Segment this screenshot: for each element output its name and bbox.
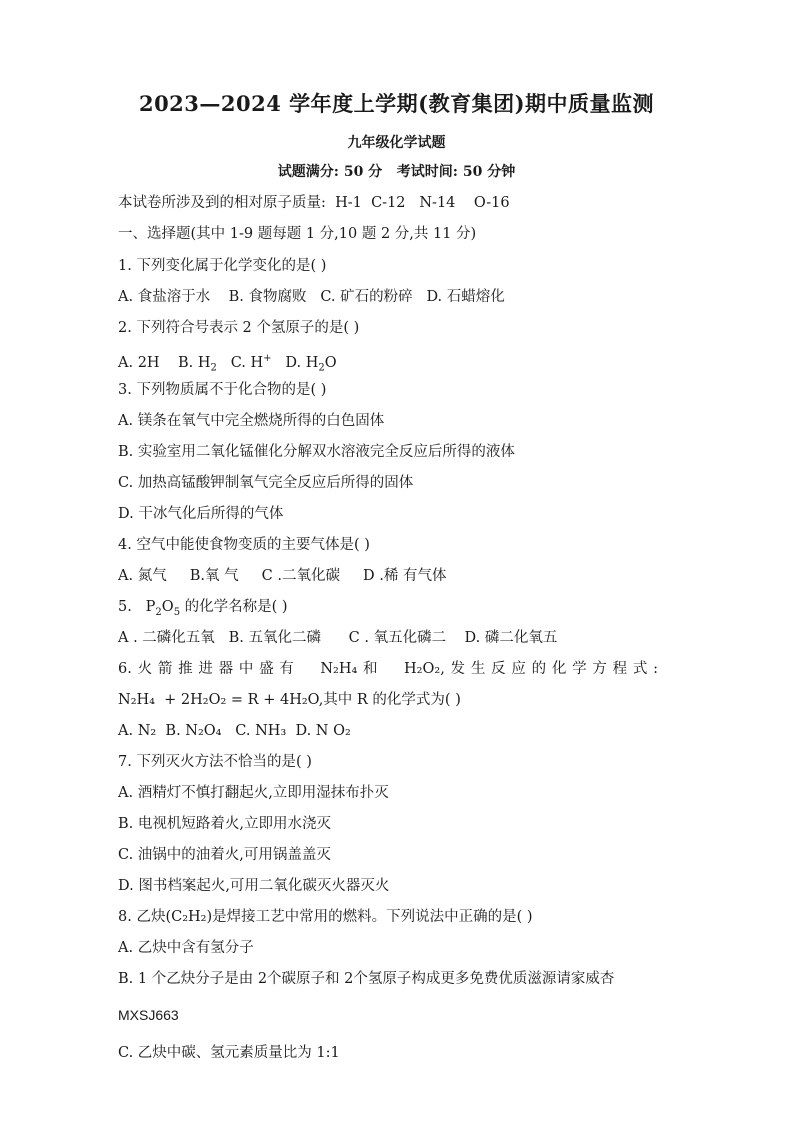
question-7: 7. 下列灭火方法不恰当的是( ) <box>118 754 312 770</box>
question-6-equation: N₂H₄ + 2H₂O₂ = R + 4H₂O,其中 R 的化学式为( ) <box>118 692 461 708</box>
question-5 <box>118 597 288 623</box>
question-3: 3. 下列物质属不于化合物的是( ) <box>118 382 327 398</box>
question-4: 4. 空气中能使食物变质的主要气体是( ) <box>118 537 370 553</box>
question-8: 8. 乙炔(C₂H₂)是焊接工艺中常用的燃料。下列说法中正确的是( ) <box>118 909 533 925</box>
question-3-option-b: B. 实验室用二氧化锰催化分解双水溶液完全反应后所得的液体 <box>118 444 515 460</box>
question-2: 2. 下列符合号表示 2 个氢原子的是( ) <box>118 320 360 336</box>
q2-subscript: 2 <box>318 362 325 374</box>
question-7-option-a: A. 酒精灯不慎打翻起火,立即用湿抹布扑灭 <box>118 785 389 801</box>
question-3-option-d: D. 干冰气化后所得的气体 <box>118 506 284 522</box>
q5-subscript: 2 <box>155 606 162 618</box>
page-subtitle: 九年级化学试题 <box>347 135 446 151</box>
q5-subscript: 5 <box>173 606 181 618</box>
question-3-option-a: A. 镁条在氧气中完全燃烧所得的白色固体 <box>118 413 385 429</box>
q5-text: 5. P <box>118 599 156 615</box>
question-5-options: A . 二磷化五氧 B. 五氧化二磷 C . 氧五化磷二 D. 磷二化氧五 <box>118 630 558 646</box>
question-4-options: A. 氮气 B.氧 气 C .二氧化碳 D .稀 有气体 <box>118 568 447 584</box>
exam-info: 试题满分: 50 分 考试时间: 50 分钟 <box>277 164 516 180</box>
q5-text: O <box>161 599 174 615</box>
question-3-option-c: C. 加热高锰酸钾制氧气完全反应后所得的固体 <box>118 475 414 491</box>
section-heading: 一、选择题(其中 1-9 题每题 1 分,10 题 2 分,共 11 分) <box>118 226 477 242</box>
q5-text: 的化学名称是( ) <box>180 599 288 615</box>
atomic-mass-note: 本试卷所涉及到的相对原子质量: H-1 C-12 N-14 O-16 <box>118 195 510 211</box>
question-7-option-c: C. 油锅中的油着火,可用锅盖盖灭 <box>118 847 331 863</box>
question-8-option-a: A. 乙炔中含有氢分子 <box>118 940 254 956</box>
question-6-options: A. N₂ B. N₂O₄ C. NH₃ D. N O₂ <box>118 723 351 739</box>
q2-option-text: D. H <box>271 354 319 371</box>
question-1-options: A. 食盐溶于水 B. 食物腐败 C. 矿石的粉碎 D. 石蜡熔化 <box>118 289 505 305</box>
question-2-options <box>118 349 337 379</box>
question-8-option-c: C. 乙炔中碳、氢元素质量比为 1:1 <box>118 1045 340 1061</box>
question-7-option-b: B. 电视机短路着火,立即用水浇灭 <box>118 816 331 832</box>
q2-option-text: A. 2H B. H <box>118 354 211 371</box>
watermark-code: MXSJ663 <box>118 1007 179 1023</box>
q2-option-text: C. H <box>216 354 264 371</box>
question-6: 6.火箭推进器中盛有 N₂H₄和 H₂O₂,发生反应的化学方程式: <box>118 661 658 677</box>
page-title: 2023—2024 学年度上学期(教育集团)期中质量监测 <box>138 91 655 116</box>
question-8-option-b: B. 1 个乙炔分子是由 2个碳原子和 2个氢原子构成更多免费优质滋源请家威杏 <box>118 971 615 987</box>
q2-subscript: 2 <box>210 362 217 374</box>
q2-superscript: + <box>263 353 272 364</box>
question-7-option-d: D. 图书档案起火,可用二氧化碳灭火器灭火 <box>118 878 390 894</box>
q2-option-text: O <box>324 354 337 371</box>
question-1: 1. 下列变化属于化学变化的是( ) <box>118 258 327 274</box>
